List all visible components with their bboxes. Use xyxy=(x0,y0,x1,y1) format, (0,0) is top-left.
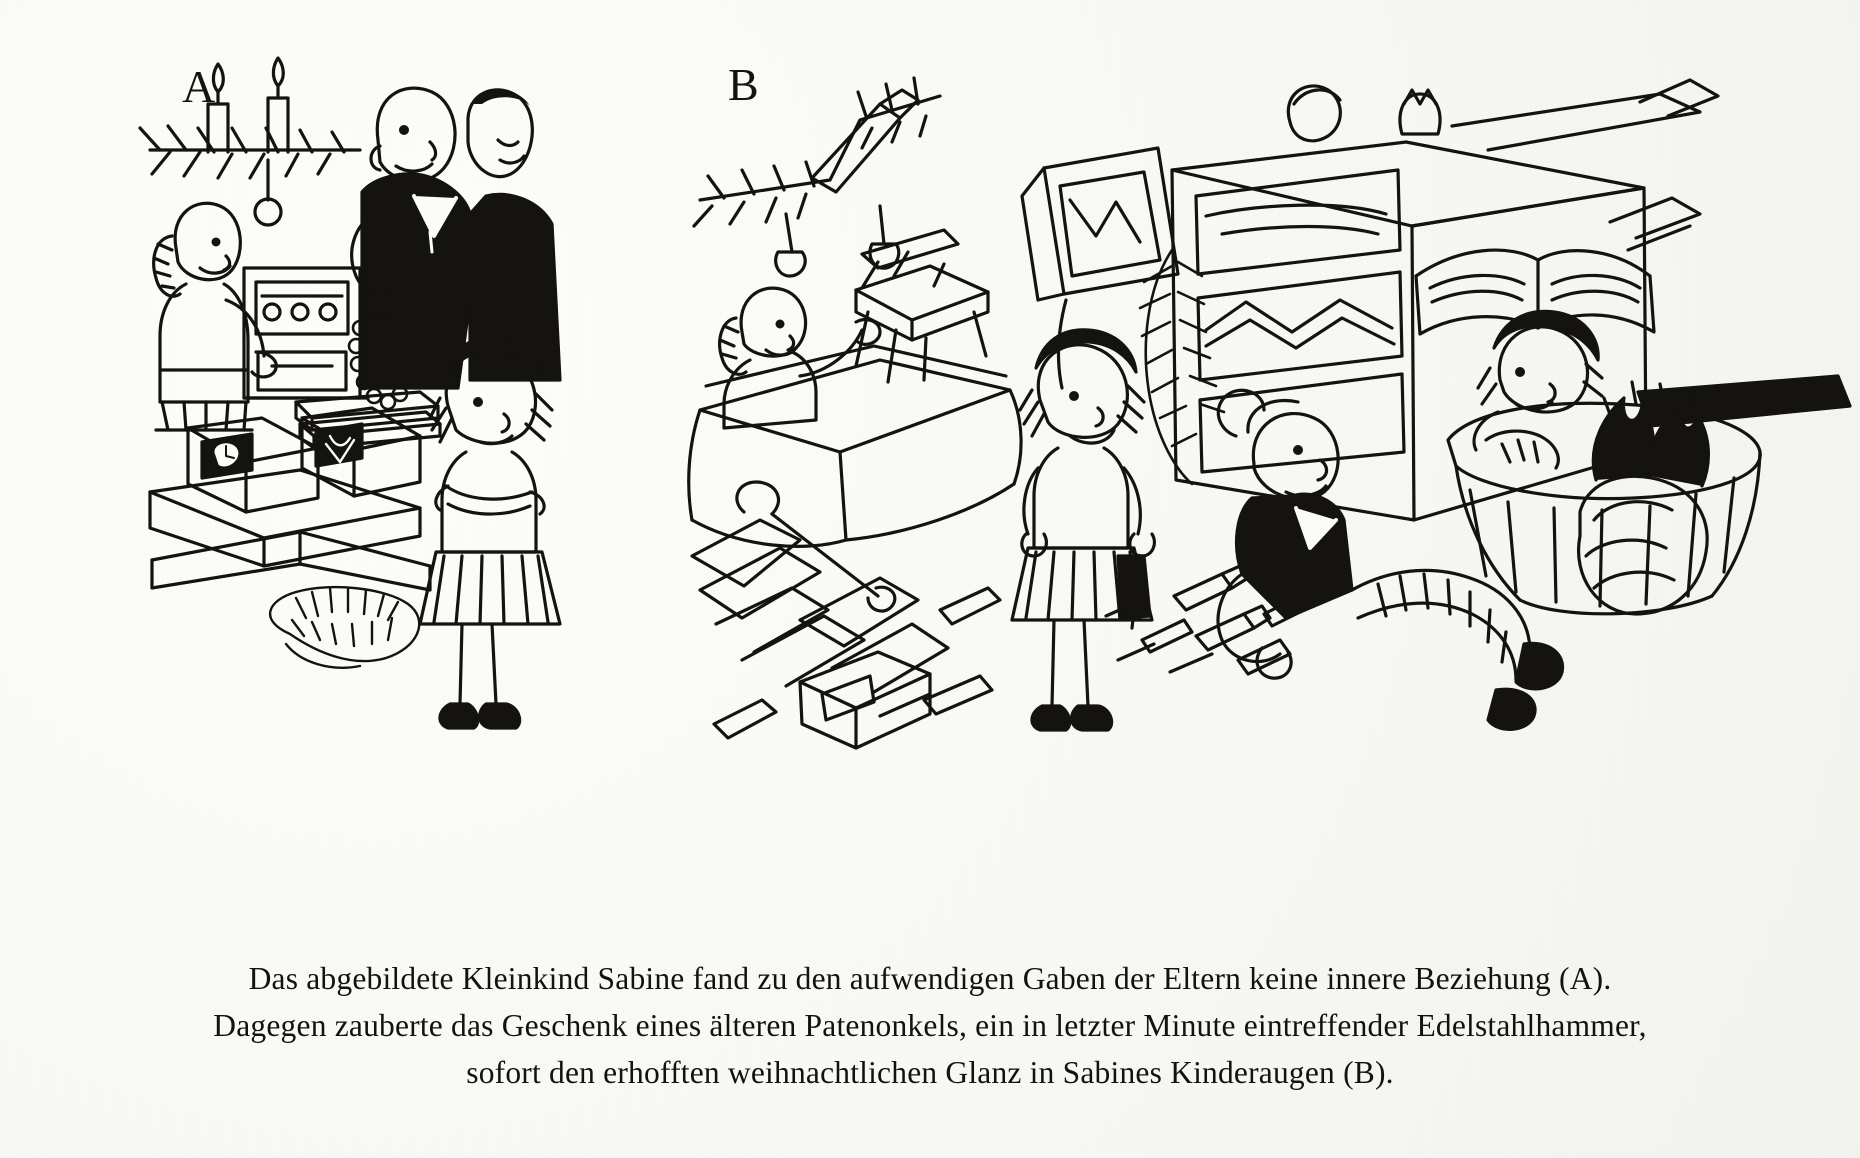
caption-line-1: Das abgebildete Kleinkind Sabine fand zu den aufwendigen Gaben der Eltern keine innere Beziehung (A). xyxy=(248,961,1612,996)
girl-sabine-b xyxy=(1012,330,1154,730)
torn-curtain-b xyxy=(1140,250,1224,484)
fir-branch-with-candles-a xyxy=(140,58,360,225)
grandmother-at-sideboard xyxy=(154,203,277,430)
caption-block xyxy=(0,955,1860,1096)
sprawled-godfather-b xyxy=(1218,390,1562,729)
caption-line-2: Dagegen zauberte das Geschenk eines älteren Patenonkels, ein in letzter Minute eintreffender Edelstahlhammer, xyxy=(213,1008,1647,1043)
smashed-table-b xyxy=(689,346,1021,546)
caption-line-3: sofort den erhofften weihnachtlichen Glanz in Sabines Kinderaugen (B). xyxy=(466,1055,1394,1090)
girl-sabine-a xyxy=(420,338,560,728)
fur-rug xyxy=(270,587,419,668)
toppled-chair-b xyxy=(856,230,988,382)
jewellery-display-cases xyxy=(150,408,430,590)
panel-a-label: A xyxy=(182,61,216,112)
panel-b-label: B xyxy=(728,59,759,110)
